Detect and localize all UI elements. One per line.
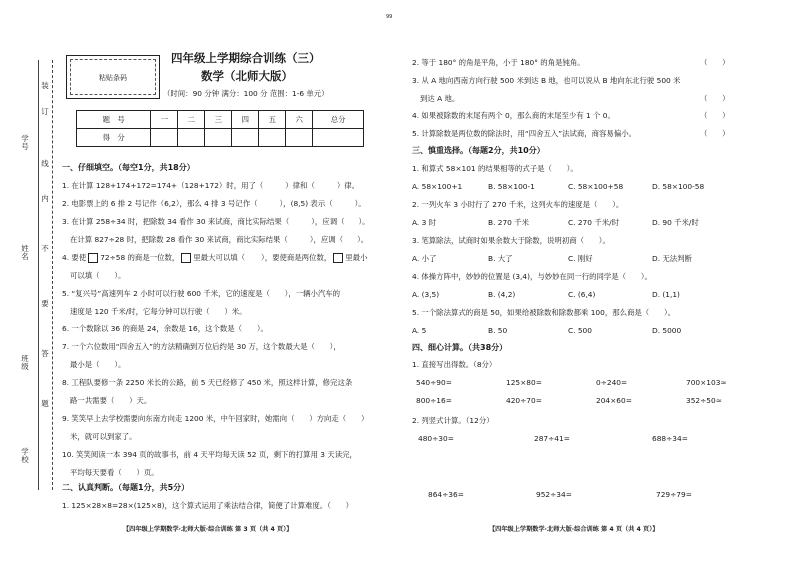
blank-box <box>88 253 98 263</box>
calc-expression: 204×60= <box>596 396 632 405</box>
label-class: 班级 <box>21 354 29 371</box>
label-student-id: 学号 <box>21 134 29 151</box>
calc-expression: 729÷79= <box>656 490 692 499</box>
calc-part2: 2. 列竖式计算。（12分） <box>412 416 494 425</box>
choice-option: D. 5000 <box>652 326 682 335</box>
section-3-heading: 三、慎重选择。（每题2分，共10分） <box>412 146 545 155</box>
choice-option: A. 58×100+1 <box>412 182 463 191</box>
score-table <box>76 110 364 147</box>
barcode-sticker-area <box>66 55 160 99</box>
page-title: 四年级上学期综合训练（三） <box>171 51 321 65</box>
calc-expression: 952÷34= <box>536 490 572 499</box>
choice-option: D. (1,1) <box>652 290 680 299</box>
calc-expression: 540÷90= <box>416 378 452 387</box>
fill-q7b: 最小是（ ）。 <box>70 360 126 369</box>
choice-option: B. 58×100-1 <box>488 182 535 191</box>
calc-part1: 1. 直接写出得数。（8分） <box>412 360 497 369</box>
calc-expression: 420÷70= <box>506 396 542 405</box>
score-table-header-cell: 总分 <box>313 111 364 129</box>
blank-box <box>181 253 191 263</box>
fill-q5b: 速度是 120 千米/时，它每分钟可以行驶（ ）米。 <box>70 307 247 316</box>
choice-option: C. 270 千米/时 <box>568 218 619 227</box>
page-top-mark: 99 <box>386 14 393 20</box>
page-subtitle: 数学（北师大版） <box>201 69 293 83</box>
label-school: 学校 <box>21 447 29 464</box>
choice-option: B. (4,2) <box>488 290 516 299</box>
fill-q3b: 在计算 827÷28 时，把除数 28 看作 30 来试商，商比实际结果（ ），应调（ ）。 <box>70 235 369 244</box>
judge-q5-mark: （ ） <box>700 129 730 138</box>
judge-q4: 4. 如果被除数的末尾有两个 0，那么商的末尾至少有 1 个 0。 <box>412 111 615 120</box>
score-cell <box>178 129 205 147</box>
choice-q4: 4. 体操方阵中，妙妙的位置是 (3,4)，与妙妙在同一行的同学是（ ）。 <box>412 272 652 281</box>
choice-q2: 2. 一列火车 3 小时行了 270 千米，这列火车的速度是（ ）。 <box>412 200 624 209</box>
score-table-header-cell: 一 <box>151 111 178 129</box>
calc-expression: 125×80= <box>506 378 542 387</box>
binding-char: 答 <box>41 349 49 358</box>
score-table-header-cell: 四 <box>232 111 259 129</box>
score-cell <box>286 129 313 147</box>
binding-line-inner <box>52 60 53 490</box>
judge-q3a: 3. 从 A 地向西南方向行驶 500 米到达 B 地，也可以说从 B 地向东北行驶 500 米 <box>412 76 681 85</box>
choice-option: C. 刚好 <box>568 254 593 263</box>
exam-meta: （时间：90 分钟 满分：100 分 范围：1-6 单元） <box>163 89 329 98</box>
choice-option: B. 50 <box>488 326 508 335</box>
score-table-header-cell: 二 <box>178 111 205 129</box>
choice-option: B. 大了 <box>488 254 513 263</box>
fill-q9b: 米，就可以到家了。 <box>70 432 137 441</box>
fill-q5a: 5. “复兴号”高速列车 2 小时可以行驶 600 千米，它的速度是（ ），一辆小汽车的 <box>62 289 341 298</box>
score-table-row-label: 得 分 <box>77 129 151 147</box>
fill-q4a: 4. 要使 72÷58 的商是一位数， 里最大可以填（ ），要使商是两位数， 里最小 <box>62 253 368 262</box>
score-cell <box>313 129 364 147</box>
binding-line-outer <box>38 60 39 490</box>
choice-q5: 5. 一个除法算式的商是 50，如果给被除数和除数都乘 100，那么商是（ ）。 <box>412 308 676 317</box>
section-2-heading: 二、认真判断。（每题1分，共5分） <box>62 483 190 492</box>
choice-option: C. (6,4) <box>568 290 596 299</box>
judge-q2: 2. 等于 180° 的角是平角，小于 180° 的角是钝角。 <box>412 58 585 67</box>
binding-char: 内 <box>41 194 49 203</box>
calc-expression: 480÷30= <box>418 434 454 443</box>
judge-q1: 1. 125×28×8=28×(125×8)，这个算式运用了乘法结合律，简便了计算难度。（ ） <box>62 501 354 510</box>
calc-expression: 352÷50≈ <box>686 396 722 405</box>
score-cell <box>259 129 286 147</box>
choice-q1: 1. 和算式 58×101 的结果相等的式子是（ ）。 <box>412 164 578 173</box>
choice-option: A. 5 <box>412 326 427 335</box>
score-table-header-cell: 六 <box>286 111 313 129</box>
judge-q2-mark: （ ） <box>700 58 730 67</box>
fill-q1: 1. 在计算 128+174+172=174+（128+172）时，用了（ ）律和（ ）律。 <box>62 181 360 190</box>
score-cell <box>232 129 259 147</box>
fill-q8b: 路一共需要（ ）天。 <box>70 396 152 405</box>
choice-option: D. 58×100-58 <box>652 182 705 191</box>
binding-char: 装 <box>41 81 49 90</box>
calc-expression: 287÷41= <box>534 434 570 443</box>
score-cell <box>205 129 232 147</box>
sticker-label: 粘贴条码 <box>99 74 127 82</box>
fill-q10b: 平均每天要看（ ）页。 <box>70 468 159 477</box>
fill-q4b: 可以填（ ）。 <box>70 271 126 280</box>
calc-expression: 688÷34= <box>652 434 688 443</box>
choice-option: B. 270 千米 <box>488 218 530 227</box>
binding-char: 线 <box>41 159 49 168</box>
label-name: 姓名 <box>21 244 29 261</box>
choice-option: C. 58×100+58 <box>568 182 624 191</box>
score-cell <box>151 129 178 147</box>
fill-q9a: 9. 笑笑早上去学校需要向东南方向走 1200 米，中午回家时，她需向（ ）方向走（ ） <box>62 414 369 423</box>
calc-expression: 864÷36= <box>428 490 464 499</box>
choice-option: A. 小了 <box>412 254 437 263</box>
footer-right: 【四年级上学期数学·北师大版·综合训练 第 4 页（共 4 页）】 <box>489 526 659 533</box>
choice-option: A. 3 时 <box>412 218 437 227</box>
judge-q4-mark: （ ） <box>700 111 730 120</box>
fill-q2: 2. 电影票上的 6 排 2 号记作（6,2），那么 4 排 3 号记作（ ），(8,5) 表示（ ）。 <box>62 199 366 208</box>
binding-char: 题 <box>41 399 49 408</box>
fill-q6: 6. 一个数除以 36 的商是 24，余数是 16，这个数是（ ）。 <box>62 324 268 333</box>
calc-expression: 0÷240= <box>596 378 628 387</box>
choice-option: A. (3,5) <box>412 290 440 299</box>
fill-q8a: 8. 工程队要修一条 2250 米长的公路，前 5 天已经修了 450 米，照这样计算，修完这条 <box>62 378 353 387</box>
binding-char: 不 <box>41 244 49 253</box>
choice-q3: 3. 笔算除法，试商时如果余数大于除数，说明初商（ ）。 <box>412 236 610 245</box>
judge-q5: 5. 计算除数是两位数的除法时，用“四舍五入”法试商，商容易偏小。 <box>412 129 636 138</box>
choice-option: D. 90 千米/时 <box>652 218 699 227</box>
binding-char: 订 <box>41 107 49 116</box>
footer-left: 【四年级上学期数学·北师大版·综合训练 第 3 页（共 4 页）】 <box>123 526 293 533</box>
score-table-header-cell: 五 <box>259 111 286 129</box>
section-1-heading: 一、仔细填空。（每空1分，共18分） <box>62 163 195 172</box>
judge-q3b: 到达 A 地。 <box>420 94 460 103</box>
binding-char: 要 <box>41 299 49 308</box>
fill-q7a: 7. 一个六位数用“四舍五入”的方法精确到万位后约是 30 万，这个数最大是（ ）， <box>62 342 341 351</box>
fill-q3: 3. 在计算 258÷34 时，把除数 34 看作 30 来试商，商比实际结果（ ），应调（ ）。 <box>62 217 370 226</box>
section-4-heading: 四、细心计算。（共38分） <box>412 343 508 352</box>
score-table-header-cell: 三 <box>205 111 232 129</box>
fill-q10a: 10. 笑笑阅读一本 394 页的故事书，前 4 天平均每天读 52 页，剩下的打算用 3 天读完， <box>62 450 357 459</box>
judge-q3-mark: （ ） <box>700 94 730 103</box>
calc-expression: 800÷16= <box>416 396 452 405</box>
choice-option: D. 无法判断 <box>652 254 692 263</box>
choice-option: C. 500 <box>568 326 592 335</box>
blank-box <box>333 253 343 263</box>
calc-expression: 700×103≈ <box>686 378 727 387</box>
score-table-header-label: 题 号 <box>77 111 151 129</box>
